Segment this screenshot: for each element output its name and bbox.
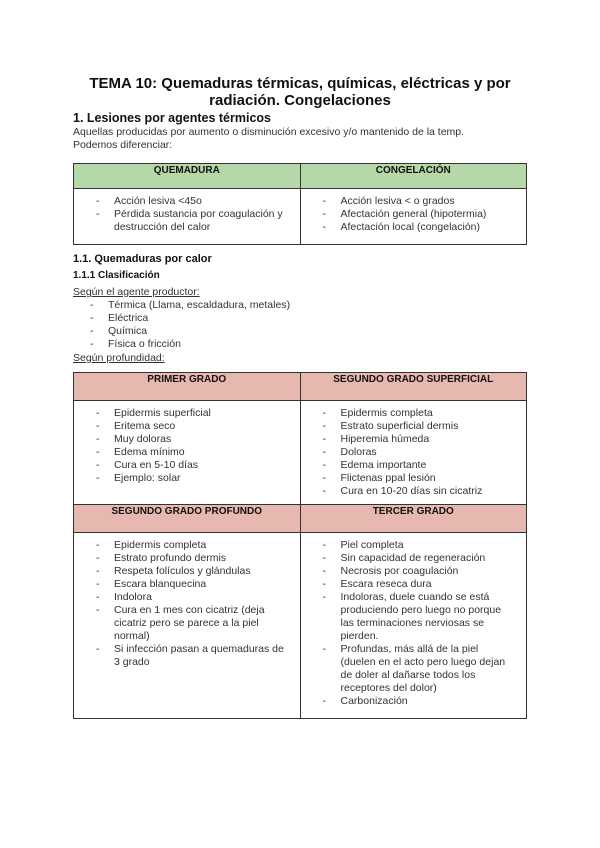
list-item: - Edema importante [321,459,519,472]
classification-heading: 1.1.1 Clasificación [73,270,160,281]
primer-grado-list [94,407,292,485]
list-item: - Flictenas ppal lesión [321,472,519,485]
header-tercer-grado: TERCER GRADO [300,505,527,533]
burn-vs-frostbite-table [73,163,527,245]
intro-line-1: Aquellas producidas por aumento o disminución excesivo y/o mantenido de la temp. [73,126,465,138]
list-item: - Carbonización [321,695,517,708]
header-segundo-superficial: SEGUNDO GRADO SUPERFICIAL [300,373,527,401]
title-line-2: radiación. Congelaciones [209,92,391,109]
title-line-1: TEMA 10: Quemaduras térmicas, químicas, eléctricas y por [89,75,511,92]
tercer-grado-list [321,539,517,708]
intro-paragraph [73,126,543,152]
list-item: - Escara reseca dura [321,578,517,591]
list-item: - Hiperemia húmeda [321,433,519,446]
burn-degree-table [73,372,527,719]
document-title [60,75,540,109]
list-item: - Física o fricción [88,338,290,351]
list-item: - Respeta folículos y glándulas [94,565,286,578]
list-item: - Epidermis completa [94,539,286,552]
subsection-heading: 1.1. Quemaduras por calor [73,253,212,265]
agent-list [88,299,290,351]
header-congelacion: CONGELACIÓN [300,164,527,189]
header-quemadura: QUEMADURA [74,164,301,189]
list-item: - Acción lesiva < o grados [321,195,519,208]
list-item: - Estrato profundo dermis [94,552,286,565]
header-segundo-profundo: SEGUNDO GRADO PROFUNDO [74,505,301,533]
quemadura-list [94,195,292,234]
list-item: - Eléctrica [88,312,290,325]
agent-label: Según el agente productor: [73,286,200,298]
list-item: - Estrato superficial dermis [321,420,519,433]
list-item: - Eritema seco [94,420,292,433]
congelacion-list [321,195,519,234]
list-item: - Pérdida sustancia por coagulación y destrucción del calor [94,208,292,234]
list-item: - Epidermis superficial [94,407,292,420]
list-item: - Cura en 10-20 días sin cicatriz [321,485,519,498]
list-item: - Indolora [94,591,286,604]
intro-line-2: Podemos diferenciar: [73,139,173,151]
list-item: - Ejemplo: solar [94,472,292,485]
section-heading: 1. Lesiones por agentes térmicos [73,111,271,125]
list-item: - Si infección pasan a quemaduras de 3 grado [94,643,286,669]
list-item: - Cura en 5-10 días [94,459,292,472]
list-item: - Cura en 1 mes con cicatriz (deja cicatriz pero se parece a la piel normal) [94,604,286,643]
header-primer-grado: PRIMER GRADO [74,373,301,401]
list-item: - Química [88,325,290,338]
segundo-profundo-list [94,539,286,669]
list-item: - Edema mínimo [94,446,292,459]
list-item: - Afectación general (hipotermia) [321,208,519,221]
list-item: - Afectación local (congelación) [321,221,519,234]
list-item: - Necrosis por coagulación [321,565,517,578]
list-item: - Doloras [321,446,519,459]
list-item: - Epidermis completa [321,407,519,420]
segundo-superficial-list [321,407,519,498]
list-item: - Indoloras, duele cuando se está produciendo pero luego no porque las terminaciones nerviosas se pierden. [321,591,517,643]
list-item: - Sin capacidad de regeneración [321,552,517,565]
list-item: - Escara blanquecina [94,578,286,591]
list-item: - Muy doloras [94,433,292,446]
list-item: - Piel completa [321,539,517,552]
list-item: - Térmica (Llama, escaldadura, metales) [88,299,290,312]
list-item: - Acción lesiva <45o [94,195,292,208]
list-item: - Profundas, más allá de la piel (duelen en el acto pero luego dejan de doler al dañarse todos los receptores del dolor) [321,643,517,695]
depth-label: Según profundidad: [73,352,165,364]
